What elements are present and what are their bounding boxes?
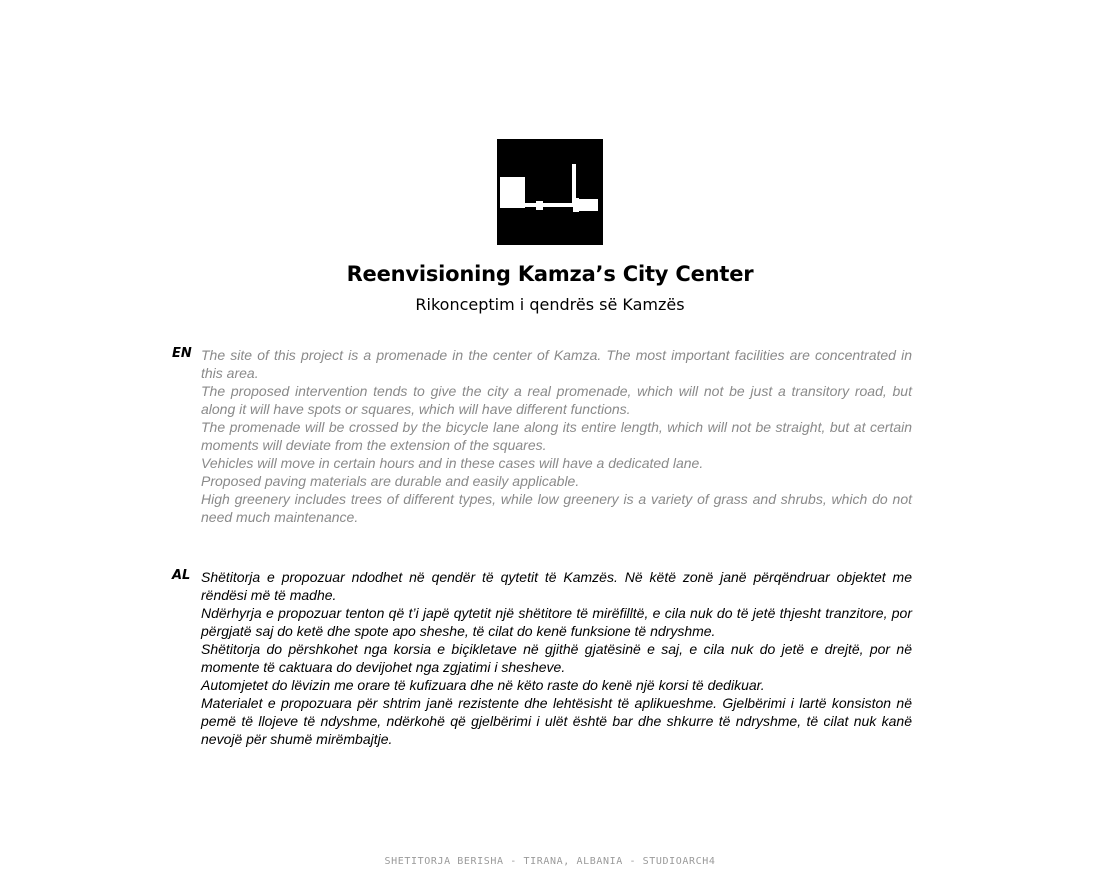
language-tag-en: EN bbox=[172, 346, 192, 361]
site-plan-logo-icon bbox=[497, 139, 603, 245]
description-paragraph: The promenade will be crossed by the bicycle lane along its entire length, which will not be straight, but at certain moments will deviate from the extension of the squares. bbox=[201, 419, 912, 453]
description-paragraph: High greenery includes trees of different types, while low greenery is a variety of grass and shrubs, which do not need much maintenance. bbox=[201, 491, 912, 525]
language-tag-al: AL bbox=[172, 568, 191, 583]
description-al bbox=[201, 568, 912, 748]
page-subtitle: Rikonceptim i qendrës së Kamzës bbox=[415, 295, 685, 314]
description-paragraph: The proposed intervention tends to give the city a real promenade, which will not be just a transitory road, but along it will have spots or squares, which will have different functions. bbox=[201, 383, 912, 417]
description-paragraph: Materialet e propozuara për shtrim janë rezistente dhe lehtësisht të aplikueshme. Gjelbërimi i lartë konsiston në pemë të llojeve të ndyshme, ndërkohë që gjelbërimi i ulët është bar dhe shkurre të ndryshme, të cilat nuk kanë nevojë për shumë mirëmbajtje. bbox=[201, 695, 912, 747]
description-en bbox=[201, 346, 912, 526]
description-paragraph: Automjetet do lëvizin me orare të kufizuara dhe në këto raste do kenë një korsi të dedikuar. bbox=[201, 677, 765, 693]
description-paragraph: The site of this project is a promenade in the center of Kamza. The most important facilities are concentrated in this area. bbox=[201, 347, 912, 381]
description-paragraph: Ndërhyrja e propozuar tenton që t’i japë qytetit një shëtitore të mirëfilltë, e cila nuk do të jetë thjesht tranzitore, por përgjatë saj do ketë dhe spote apo sheshe, të cilat do kenë funksione të ndryshme. bbox=[201, 605, 912, 639]
page-title: Reenvisioning Kamza’s City Center bbox=[346, 262, 754, 286]
description-paragraph: Proposed paving materials are durable and easily applicable. bbox=[201, 473, 580, 489]
description-paragraph: Shëtitorja e propozuar ndodhet në qendër të qytetit të Kamzës. Në këtë zonë janë përqëndruar objektet me rëndësi më të madhe. bbox=[201, 569, 912, 603]
footer-credits: SHETITORJA BERISHA - TIRANA, ALBANIA - STUDIOARCH4 bbox=[384, 856, 716, 867]
description-paragraph: Vehicles will move in certain hours and in these cases will have a dedicated lane. bbox=[201, 455, 704, 471]
description-paragraph: Shëtitorja do përshkohet nga korsia e biçikletave në gjithë gjatësinë e saj, e cila nuk do jetë e drejtë, por në momente të caktuara do devijohet nga zgjatimi i shesheve. bbox=[201, 641, 912, 675]
